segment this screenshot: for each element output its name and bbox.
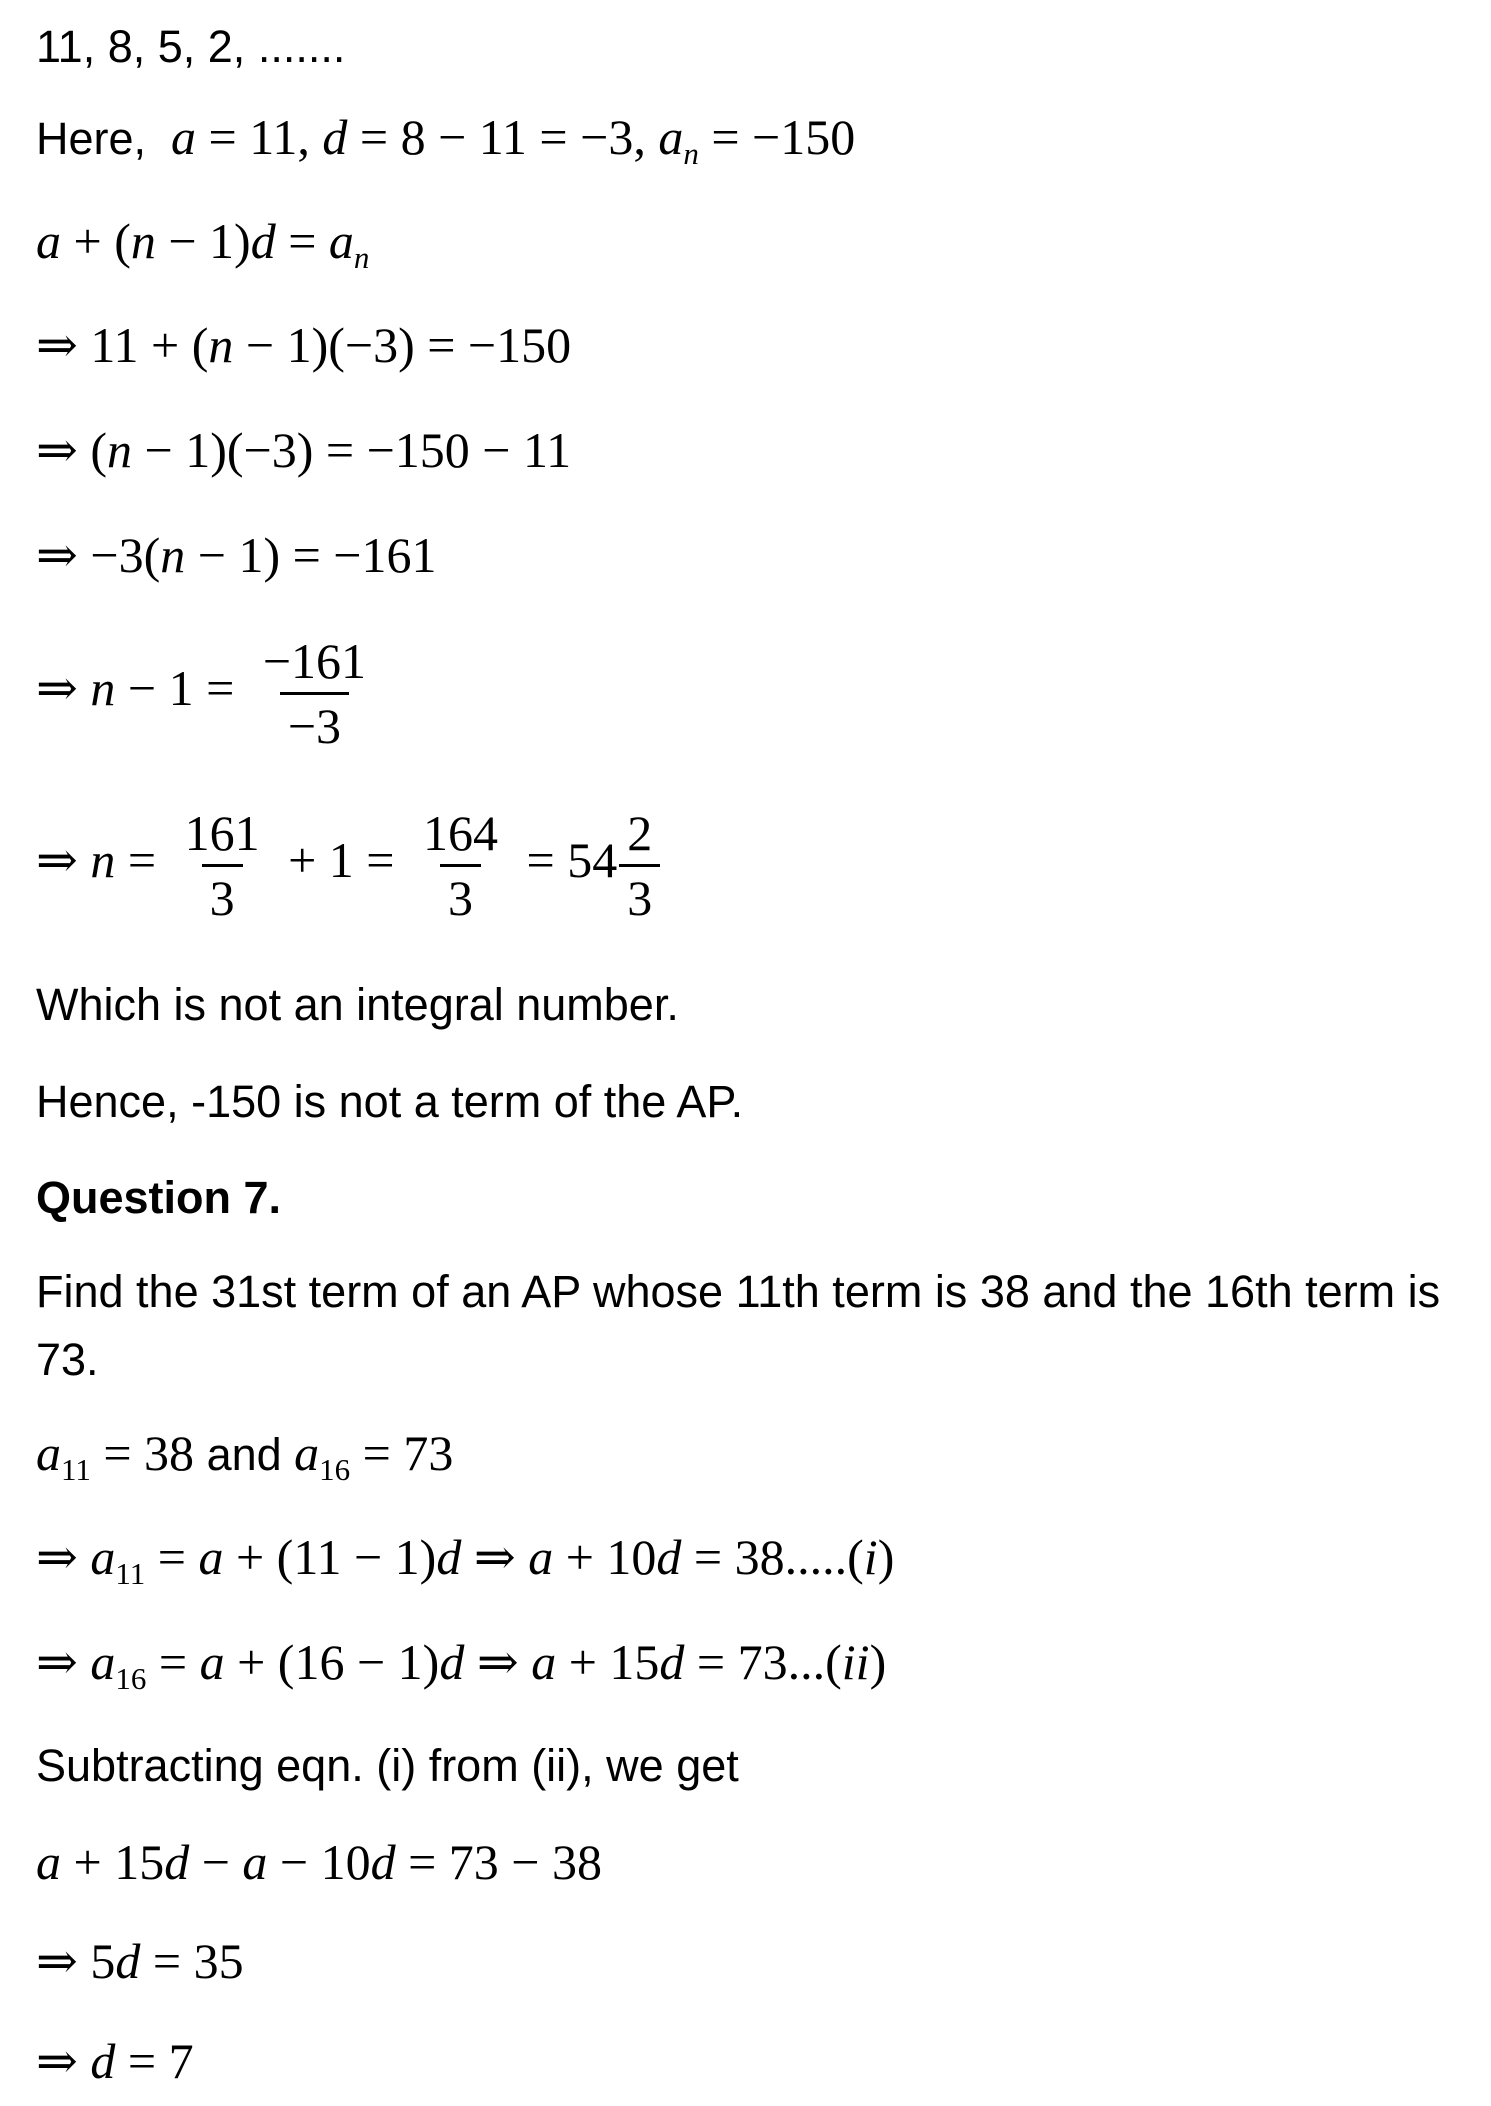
equation-d: ⇒ d = 7	[36, 2033, 194, 2089]
and-label: and	[206, 1429, 282, 1480]
equation-i: ⇒ $a_{11} = a + (11 - 1)d$ ⇒ a + 10d = 38.....(i)	[36, 1529, 895, 1591]
conclusion-text-2: Hence, -150 is not a term of the AP.	[36, 1076, 744, 1127]
equation-step-3: ⇒ −3(n − 1) = −161	[36, 527, 437, 583]
equation-given-terms: $a_{11} = 38$ and $a_{16} = 73$	[36, 1425, 454, 1487]
equation-general-term: $a + (n - 1)d = a_n$	[36, 213, 370, 275]
subtracting-text: Subtracting eqn. (i) from (ii), we get	[36, 1740, 739, 1791]
question-heading: Question 7.	[36, 1172, 282, 1223]
question-text: Find the 31st term of an AP whose 11th term is 38 and the 16th term is 73.	[36, 1266, 1441, 1385]
conclusion-text-1: Which is not an integral number.	[36, 979, 679, 1030]
equation-subtract: a + 15d − a − 10d = 73 − 38	[36, 1834, 603, 1890]
here-label: Here,	[36, 113, 147, 164]
equation-step-2: ⇒ (n − 1)(−3) = −150 − 11	[36, 422, 572, 478]
sequence-text: 11, 8, 5, 2, .......	[36, 21, 346, 72]
equation-ii: ⇒ $a_{16} = a + (16 - 1)d$ ⇒ a + 15d = 73...(ii)	[36, 1634, 887, 1696]
equation-step-4: ⇒ n − 1 = $\frac{-161}{-3}$	[36, 636, 382, 751]
fraction: $\frac{2}{3}$	[619, 808, 660, 923]
equation-step-1: ⇒ 11 + (n − 1)(−3) = −150	[36, 317, 572, 373]
equation-step-5: ⇒ n = $\frac{161}{3}$ + 1 = $\frac{164}{3}$ = 54 $\frac{2}{3}$	[36, 808, 668, 923]
fraction: $\frac{-161}{-3}$	[262, 633, 367, 754]
equation-5d: ⇒ 5d = 35	[36, 1933, 244, 1989]
fraction: $\frac{164}{3}$	[423, 805, 499, 926]
fraction: $\frac{161}{3}$	[184, 805, 260, 926]
equation-given-values: Here, a = 11, d = 8 − 11 = −3, $a_n = -150$	[36, 109, 856, 171]
